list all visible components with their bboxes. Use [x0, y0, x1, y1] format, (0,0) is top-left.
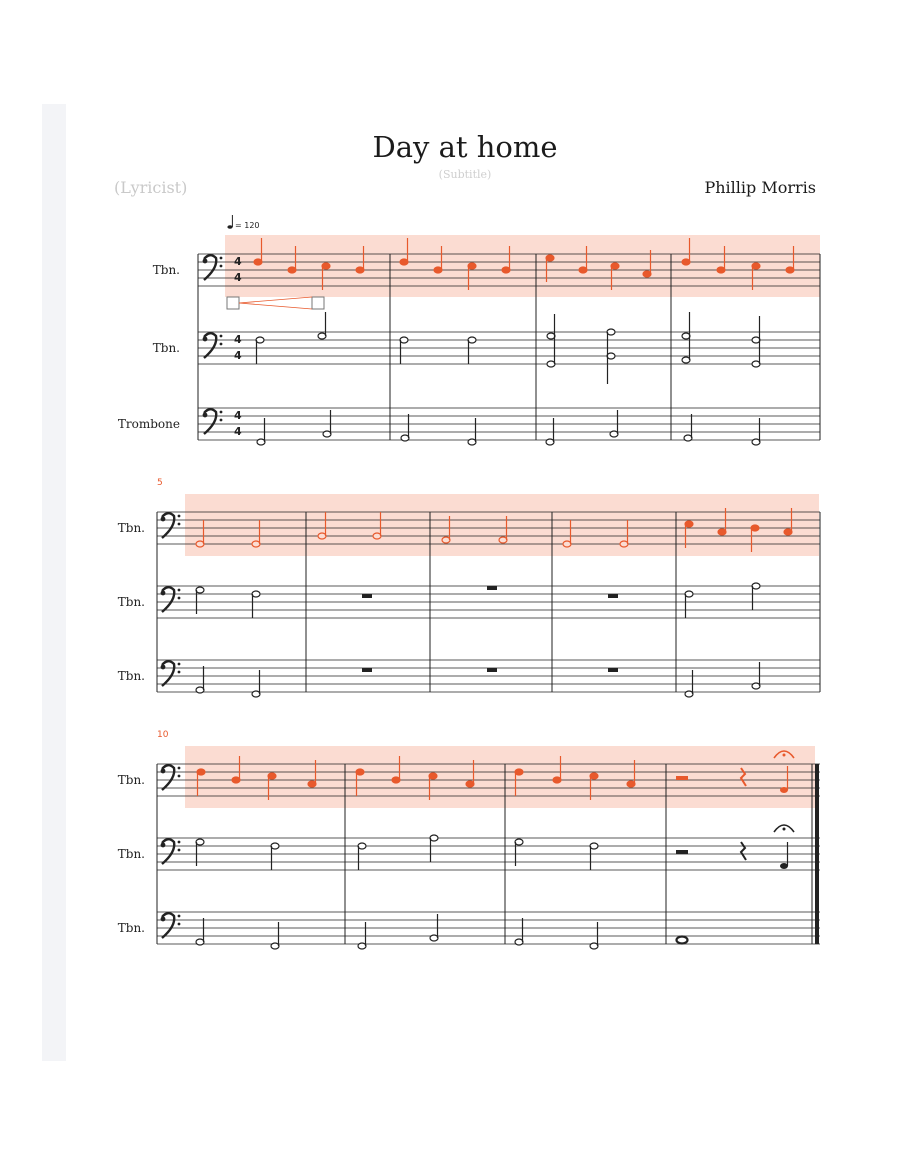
svg-text:4: 4 [234, 333, 242, 346]
selection-highlight [185, 746, 815, 808]
selection-highlight [185, 494, 819, 556]
system-3 [118, 730, 820, 949]
bass-clef[interactable] [203, 255, 223, 280]
instrument-name[interactable]: Tbn. [117, 521, 145, 535]
fermata-note[interactable] [774, 825, 794, 869]
bass-clef[interactable] [161, 513, 181, 538]
measure-number: 10 [157, 730, 169, 740]
final-barline [815, 764, 819, 944]
bass-clef[interactable] [161, 765, 181, 790]
selection-highlight [225, 235, 820, 297]
svg-text:4: 4 [234, 425, 242, 438]
svg-text:4: 4 [234, 271, 242, 284]
system-2 [118, 478, 820, 697]
svg-text:4: 4 [234, 255, 242, 268]
svg-text:4: 4 [234, 409, 242, 422]
bass-clef[interactable] [161, 913, 181, 938]
time-signature[interactable] [234, 255, 242, 438]
whole-note[interactable] [677, 937, 688, 944]
instrument-name[interactable]: Tbn. [117, 773, 145, 787]
bass-clef[interactable] [161, 839, 181, 864]
instrument-name[interactable]: Tbn. [117, 921, 145, 935]
instrument-name[interactable]: Tbn. [117, 847, 145, 861]
note-group[interactable] [196, 583, 760, 618]
rest-group[interactable] [362, 586, 618, 672]
svg-text:4: 4 [234, 349, 242, 362]
measure-number: 5 [157, 478, 163, 488]
bass-clef[interactable] [161, 661, 181, 686]
rest-group[interactable] [676, 842, 746, 860]
instrument-name[interactable]: Trombone [117, 417, 180, 431]
bass-clef[interactable] [203, 409, 223, 434]
bass-clef[interactable] [203, 333, 223, 358]
system-1 [118, 215, 820, 445]
instrument-name[interactable]: Tbn. [152, 263, 180, 277]
instrument-name[interactable]: Tbn. [117, 595, 145, 609]
score-composer[interactable]: Phillip Morris [704, 178, 816, 197]
instrument-name[interactable]: Tbn. [152, 341, 180, 355]
score-subtitle[interactable]: (Subtitle) [438, 168, 492, 181]
note-group[interactable] [196, 835, 598, 870]
bass-clef[interactable] [161, 587, 181, 612]
tempo-marking[interactable] [227, 215, 259, 230]
selection-handle[interactable] [227, 297, 324, 309]
tempo-text: = 120 [235, 221, 260, 230]
instrument-name[interactable]: Tbn. [117, 669, 145, 683]
score-lyricist[interactable]: (Lyricist) [114, 178, 188, 197]
score-title[interactable]: Day at home [372, 130, 558, 164]
